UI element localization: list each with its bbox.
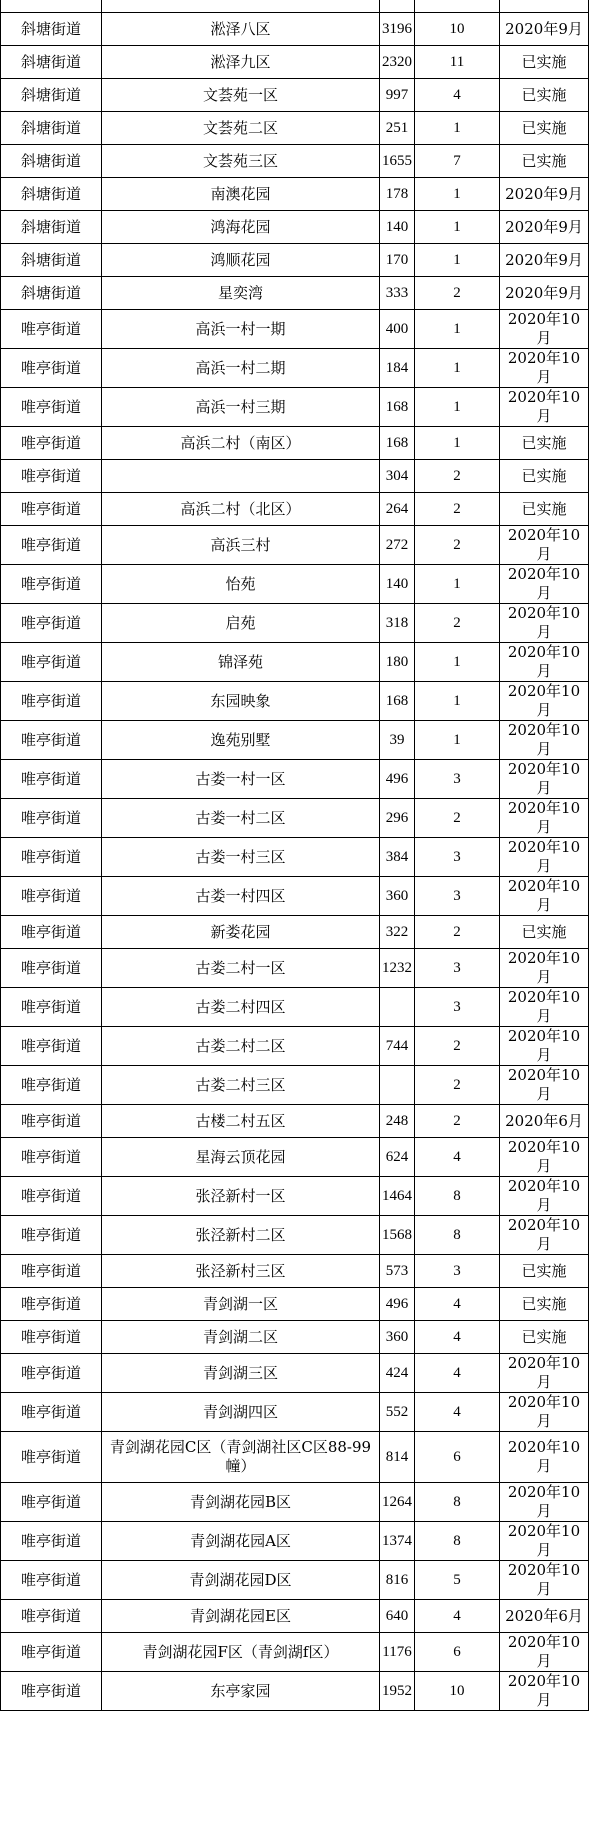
- households-cell: 1952: [380, 1672, 415, 1711]
- street-cell: 唯亭街道: [1, 1600, 102, 1633]
- street-cell: 唯亭街道: [1, 349, 102, 388]
- table-row: [1, 949, 589, 988]
- date-cell: 2020年10月: [500, 1027, 589, 1066]
- community-cell: 淞泽八区: [102, 13, 380, 46]
- street-cell: 唯亭街道: [1, 1393, 102, 1432]
- count-cell: 1: [415, 565, 500, 604]
- date-cell: 已实施: [500, 1255, 589, 1288]
- count-cell: 3: [415, 988, 500, 1027]
- date-cell: 2020年10月: [500, 1522, 589, 1561]
- count-cell: 3: [415, 877, 500, 916]
- households-cell: 400: [380, 310, 415, 349]
- households-cell: [380, 0, 415, 13]
- households-cell: 170: [380, 244, 415, 277]
- households-cell: 296: [380, 799, 415, 838]
- street-cell: 唯亭街道: [1, 1561, 102, 1600]
- date-cell: 2020年10月: [500, 1354, 589, 1393]
- households-cell: 496: [380, 760, 415, 799]
- count-cell: 2: [415, 460, 500, 493]
- count-cell: 3: [415, 949, 500, 988]
- street-cell: 唯亭街道: [1, 1216, 102, 1255]
- community-cell: 张泾新村三区: [102, 1255, 380, 1288]
- community-cell: 青剑湖三区: [102, 1354, 380, 1393]
- households-cell: 552: [380, 1393, 415, 1432]
- date-cell: 2020年10月: [500, 1561, 589, 1600]
- households-cell: 744: [380, 1027, 415, 1066]
- date-cell: 2020年9月: [500, 244, 589, 277]
- community-cell: 东园映象: [102, 682, 380, 721]
- date-cell: 已实施: [500, 145, 589, 178]
- table-row: [1, 1288, 589, 1321]
- table-row: [1, 1561, 589, 1600]
- date-cell: 2020年10月: [500, 604, 589, 643]
- table-row: [1, 178, 589, 211]
- date-cell: 2020年10月: [500, 1216, 589, 1255]
- date-cell: 已实施: [500, 460, 589, 493]
- date-cell: 2020年10月: [500, 721, 589, 760]
- table-row: [1, 277, 589, 310]
- table-row: [1, 1600, 589, 1633]
- street-cell: 唯亭街道: [1, 1066, 102, 1105]
- street-cell: 斜塘街道: [1, 112, 102, 145]
- table-row: [1, 1177, 589, 1216]
- count-cell: 5: [415, 1561, 500, 1600]
- count-cell: 2: [415, 1027, 500, 1066]
- community-cell: 青剑湖一区: [102, 1288, 380, 1321]
- community-cell: [102, 0, 380, 13]
- community-cell: 青剑湖花园A区: [102, 1522, 380, 1561]
- date-cell: 2020年10月: [500, 1633, 589, 1672]
- date-cell: 2020年10月: [500, 565, 589, 604]
- count-cell: 1: [415, 310, 500, 349]
- date-cell: 2020年10月: [500, 949, 589, 988]
- community-cell: 青剑湖花园B区: [102, 1483, 380, 1522]
- street-cell: 唯亭街道: [1, 1354, 102, 1393]
- table-row: [1, 145, 589, 178]
- community-cell: 高浜一村一期: [102, 310, 380, 349]
- households-cell: 997: [380, 79, 415, 112]
- date-cell: 2020年6月: [500, 1600, 589, 1633]
- street-cell: 唯亭街道: [1, 1321, 102, 1354]
- community-cell: 张泾新村二区: [102, 1216, 380, 1255]
- table-row: [1, 877, 589, 916]
- date-cell: 2020年10月: [500, 877, 589, 916]
- community-cell: 文荟苑一区: [102, 79, 380, 112]
- households-cell: 1176: [380, 1633, 415, 1672]
- community-cell: 东亭家园: [102, 1672, 380, 1711]
- community-cell: 青剑湖花园F区（青剑湖f区）: [102, 1633, 380, 1672]
- community-cell: 淞泽九区: [102, 46, 380, 79]
- table-row: [1, 13, 589, 46]
- street-cell: 唯亭街道: [1, 1105, 102, 1138]
- date-cell: 2020年6月: [500, 1105, 589, 1138]
- count-cell: 1: [415, 349, 500, 388]
- households-cell: 2320: [380, 46, 415, 79]
- street-cell: 斜塘街道: [1, 178, 102, 211]
- street-cell: 唯亭街道: [1, 988, 102, 1027]
- count-cell: 4: [415, 1354, 500, 1393]
- count-cell: 11: [415, 46, 500, 79]
- community-cell: 青剑湖花园D区: [102, 1561, 380, 1600]
- community-cell: 鸿顺花园: [102, 244, 380, 277]
- households-cell: 1464: [380, 1177, 415, 1216]
- table-row: [1, 1255, 589, 1288]
- count-cell: 1: [415, 682, 500, 721]
- community-cell: 星海云顶花园: [102, 1138, 380, 1177]
- street-cell: 唯亭街道: [1, 493, 102, 526]
- households-cell: 184: [380, 349, 415, 388]
- community-cell: 古娄二村二区: [102, 1027, 380, 1066]
- date-cell: [500, 0, 589, 13]
- date-cell: 2020年10月: [500, 349, 589, 388]
- community-cell: 高浜二村（北区）: [102, 493, 380, 526]
- households-cell: 178: [380, 178, 415, 211]
- community-cell: 高浜一村二期: [102, 349, 380, 388]
- street-cell: 唯亭街道: [1, 1027, 102, 1066]
- households-cell: 318: [380, 604, 415, 643]
- table-row: [1, 1432, 589, 1483]
- community-cell: 古娄一村四区: [102, 877, 380, 916]
- count-cell: 1: [415, 244, 500, 277]
- date-cell: 2020年10月: [500, 760, 589, 799]
- community-cell: 启苑: [102, 604, 380, 643]
- date-cell: 2020年10月: [500, 682, 589, 721]
- street-cell: 唯亭街道: [1, 1138, 102, 1177]
- households-cell: 1374: [380, 1522, 415, 1561]
- street-cell: 唯亭街道: [1, 799, 102, 838]
- date-cell: 2020年9月: [500, 211, 589, 244]
- count-cell: 1: [415, 643, 500, 682]
- street-cell: 唯亭街道: [1, 1255, 102, 1288]
- count-cell: 2: [415, 1105, 500, 1138]
- count-cell: 8: [415, 1216, 500, 1255]
- table-row: [1, 1027, 589, 1066]
- street-cell: 唯亭街道: [1, 526, 102, 565]
- households-cell: 248: [380, 1105, 415, 1138]
- street-cell: 唯亭街道: [1, 721, 102, 760]
- table-row: [1, 643, 589, 682]
- street-cell: 斜塘街道: [1, 277, 102, 310]
- street-cell: 唯亭街道: [1, 604, 102, 643]
- community-cell: 高浜一村三期: [102, 388, 380, 427]
- count-cell: 4: [415, 1600, 500, 1633]
- street-cell: 唯亭街道: [1, 1483, 102, 1522]
- households-cell: 168: [380, 388, 415, 427]
- community-cell: 文荟苑三区: [102, 145, 380, 178]
- households-cell: 140: [380, 211, 415, 244]
- street-cell: 唯亭街道: [1, 877, 102, 916]
- community-cell: 星奕湾: [102, 277, 380, 310]
- table-row: [1, 682, 589, 721]
- street-cell: 斜塘街道: [1, 13, 102, 46]
- community-cell: 青剑湖四区: [102, 1393, 380, 1432]
- date-cell: 2020年10月: [500, 1483, 589, 1522]
- count-cell: 6: [415, 1432, 500, 1483]
- count-cell: 1: [415, 178, 500, 211]
- count-cell: 1: [415, 721, 500, 760]
- count-cell: 2: [415, 493, 500, 526]
- community-cell: 文荟苑二区: [102, 112, 380, 145]
- count-cell: 2: [415, 799, 500, 838]
- community-cell: 古娄二村四区: [102, 988, 380, 1027]
- street-cell: 唯亭街道: [1, 565, 102, 604]
- table-row: [1, 526, 589, 565]
- date-cell: 2020年10月: [500, 1177, 589, 1216]
- date-cell: 2020年10月: [500, 799, 589, 838]
- street-cell: 唯亭街道: [1, 310, 102, 349]
- table-row: [1, 1633, 589, 1672]
- households-cell: 816: [380, 1561, 415, 1600]
- households-cell: 814: [380, 1432, 415, 1483]
- table-row: [1, 988, 589, 1027]
- table-row: [1, 244, 589, 277]
- community-cell: 逸苑别墅: [102, 721, 380, 760]
- table-row: [1, 1321, 589, 1354]
- count-cell: 4: [415, 1393, 500, 1432]
- households-cell: 640: [380, 1600, 415, 1633]
- table-row: [1, 79, 589, 112]
- date-cell: 2020年10月: [500, 1432, 589, 1483]
- date-cell: 2020年9月: [500, 178, 589, 211]
- count-cell: 3: [415, 1255, 500, 1288]
- date-cell: 已实施: [500, 427, 589, 460]
- date-cell: 已实施: [500, 79, 589, 112]
- households-cell: 573: [380, 1255, 415, 1288]
- street-cell: 唯亭街道: [1, 760, 102, 799]
- date-cell: 2020年10月: [500, 643, 589, 682]
- community-cell: 鸿海花园: [102, 211, 380, 244]
- count-cell: 1: [415, 427, 500, 460]
- count-cell: 2: [415, 1066, 500, 1105]
- street-cell: 斜塘街道: [1, 46, 102, 79]
- street-cell: 唯亭街道: [1, 1177, 102, 1216]
- date-cell: 2020年10月: [500, 310, 589, 349]
- table-row: [1, 721, 589, 760]
- households-cell: 180: [380, 643, 415, 682]
- community-cell: 古娄二村三区: [102, 1066, 380, 1105]
- count-cell: 10: [415, 1672, 500, 1711]
- count-cell: 8: [415, 1177, 500, 1216]
- table-row: [1, 1354, 589, 1393]
- community-cell: 锦泽苑: [102, 643, 380, 682]
- date-cell: 2020年10月: [500, 1138, 589, 1177]
- table-row: [1, 211, 589, 244]
- date-cell: 已实施: [500, 1288, 589, 1321]
- street-cell: 唯亭街道: [1, 643, 102, 682]
- households-cell: 1568: [380, 1216, 415, 1255]
- count-cell: 2: [415, 916, 500, 949]
- community-cell: 张泾新村一区: [102, 1177, 380, 1216]
- households-cell: 496: [380, 1288, 415, 1321]
- table-row: [1, 493, 589, 526]
- count-cell: 7: [415, 145, 500, 178]
- count-cell: 4: [415, 1138, 500, 1177]
- count-cell: 2: [415, 604, 500, 643]
- count-cell: 1: [415, 388, 500, 427]
- households-cell: 39: [380, 721, 415, 760]
- date-cell: 2020年10月: [500, 838, 589, 877]
- date-cell: 已实施: [500, 112, 589, 145]
- street-cell: [1, 0, 102, 13]
- street-cell: 唯亭街道: [1, 916, 102, 949]
- date-cell: 已实施: [500, 916, 589, 949]
- households-cell: [380, 988, 415, 1027]
- count-cell: 1: [415, 112, 500, 145]
- date-cell: 已实施: [500, 46, 589, 79]
- count-cell: 3: [415, 838, 500, 877]
- street-cell: 唯亭街道: [1, 838, 102, 877]
- households-cell: 168: [380, 682, 415, 721]
- date-cell: 2020年9月: [500, 277, 589, 310]
- count-cell: 4: [415, 1321, 500, 1354]
- community-cell: 古娄一村二区: [102, 799, 380, 838]
- households-cell: 1264: [380, 1483, 415, 1522]
- street-cell: 唯亭街道: [1, 460, 102, 493]
- street-cell: 斜塘街道: [1, 79, 102, 112]
- households-cell: 424: [380, 1354, 415, 1393]
- community-cell: 青剑湖花园E区: [102, 1600, 380, 1633]
- community-cell: [102, 460, 380, 493]
- count-cell: 4: [415, 79, 500, 112]
- street-cell: 唯亭街道: [1, 1672, 102, 1711]
- date-cell: 2020年10月: [500, 526, 589, 565]
- households-cell: 140: [380, 565, 415, 604]
- table-row: [1, 460, 589, 493]
- count-cell: 2: [415, 526, 500, 565]
- street-cell: 斜塘街道: [1, 211, 102, 244]
- street-cell: 唯亭街道: [1, 1432, 102, 1483]
- households-cell: 3196: [380, 13, 415, 46]
- table-row: [1, 916, 589, 949]
- count-cell: [415, 0, 500, 13]
- community-cell: 青剑湖花园C区（青剑湖社区C区88-99幢）: [102, 1432, 380, 1483]
- households-cell: 322: [380, 916, 415, 949]
- count-cell: 2: [415, 277, 500, 310]
- count-cell: 3: [415, 760, 500, 799]
- table-row: [1, 427, 589, 460]
- date-cell: 已实施: [500, 1321, 589, 1354]
- date-cell: 2020年10月: [500, 1672, 589, 1711]
- count-cell: 4: [415, 1288, 500, 1321]
- households-cell: 384: [380, 838, 415, 877]
- table-row: [1, 349, 589, 388]
- table-row: [1, 46, 589, 79]
- count-cell: 8: [415, 1522, 500, 1561]
- community-cell: 古娄一村一区: [102, 760, 380, 799]
- community-cell: 怡苑: [102, 565, 380, 604]
- street-cell: 唯亭街道: [1, 949, 102, 988]
- households-cell: 168: [380, 427, 415, 460]
- table-row: [1, 838, 589, 877]
- table-row: [1, 1483, 589, 1522]
- count-cell: 10: [415, 13, 500, 46]
- street-cell: 唯亭街道: [1, 427, 102, 460]
- table-row: [1, 604, 589, 643]
- households-cell: [380, 1066, 415, 1105]
- community-cell: 高浜三村: [102, 526, 380, 565]
- street-cell: 唯亭街道: [1, 1288, 102, 1321]
- households-cell: 304: [380, 460, 415, 493]
- community-cell: 南澳花园: [102, 178, 380, 211]
- table-row: [1, 1522, 589, 1561]
- community-cell: 古娄二村一区: [102, 949, 380, 988]
- households-cell: 360: [380, 1321, 415, 1354]
- table-row: [1, 760, 589, 799]
- community-cell: 古娄一村三区: [102, 838, 380, 877]
- count-cell: 6: [415, 1633, 500, 1672]
- table-row: [1, 1216, 589, 1255]
- date-cell: 已实施: [500, 493, 589, 526]
- table-row: [1, 1393, 589, 1432]
- households-cell: 624: [380, 1138, 415, 1177]
- street-cell: 唯亭街道: [1, 1522, 102, 1561]
- table-row: [1, 310, 589, 349]
- table-row: [1, 388, 589, 427]
- date-cell: 2020年10月: [500, 1066, 589, 1105]
- date-cell: 2020年9月: [500, 13, 589, 46]
- table-row: [1, 1672, 589, 1711]
- table-row: [1, 1066, 589, 1105]
- table-row: [1, 1105, 589, 1138]
- table-row: [1, 0, 589, 13]
- table-row: [1, 799, 589, 838]
- households-cell: 251: [380, 112, 415, 145]
- community-cell: 青剑湖二区: [102, 1321, 380, 1354]
- street-cell: 斜塘街道: [1, 244, 102, 277]
- street-cell: 唯亭街道: [1, 1633, 102, 1672]
- street-cell: 唯亭街道: [1, 682, 102, 721]
- street-cell: 唯亭街道: [1, 388, 102, 427]
- households-cell: 360: [380, 877, 415, 916]
- community-cell: 新娄花园: [102, 916, 380, 949]
- count-cell: 8: [415, 1483, 500, 1522]
- date-cell: 2020年10月: [500, 388, 589, 427]
- community-cell: 古楼二村五区: [102, 1105, 380, 1138]
- households-cell: 1232: [380, 949, 415, 988]
- date-cell: 2020年10月: [500, 988, 589, 1027]
- households-cell: 1655: [380, 145, 415, 178]
- community-cell: 高浜二村（南区）: [102, 427, 380, 460]
- table-row: [1, 1138, 589, 1177]
- table-row: [1, 565, 589, 604]
- households-cell: 264: [380, 493, 415, 526]
- count-cell: 1: [415, 211, 500, 244]
- households-cell: 333: [380, 277, 415, 310]
- street-cell: 斜塘街道: [1, 145, 102, 178]
- households-cell: 272: [380, 526, 415, 565]
- table-row: [1, 112, 589, 145]
- date-cell: 2020年10月: [500, 1393, 589, 1432]
